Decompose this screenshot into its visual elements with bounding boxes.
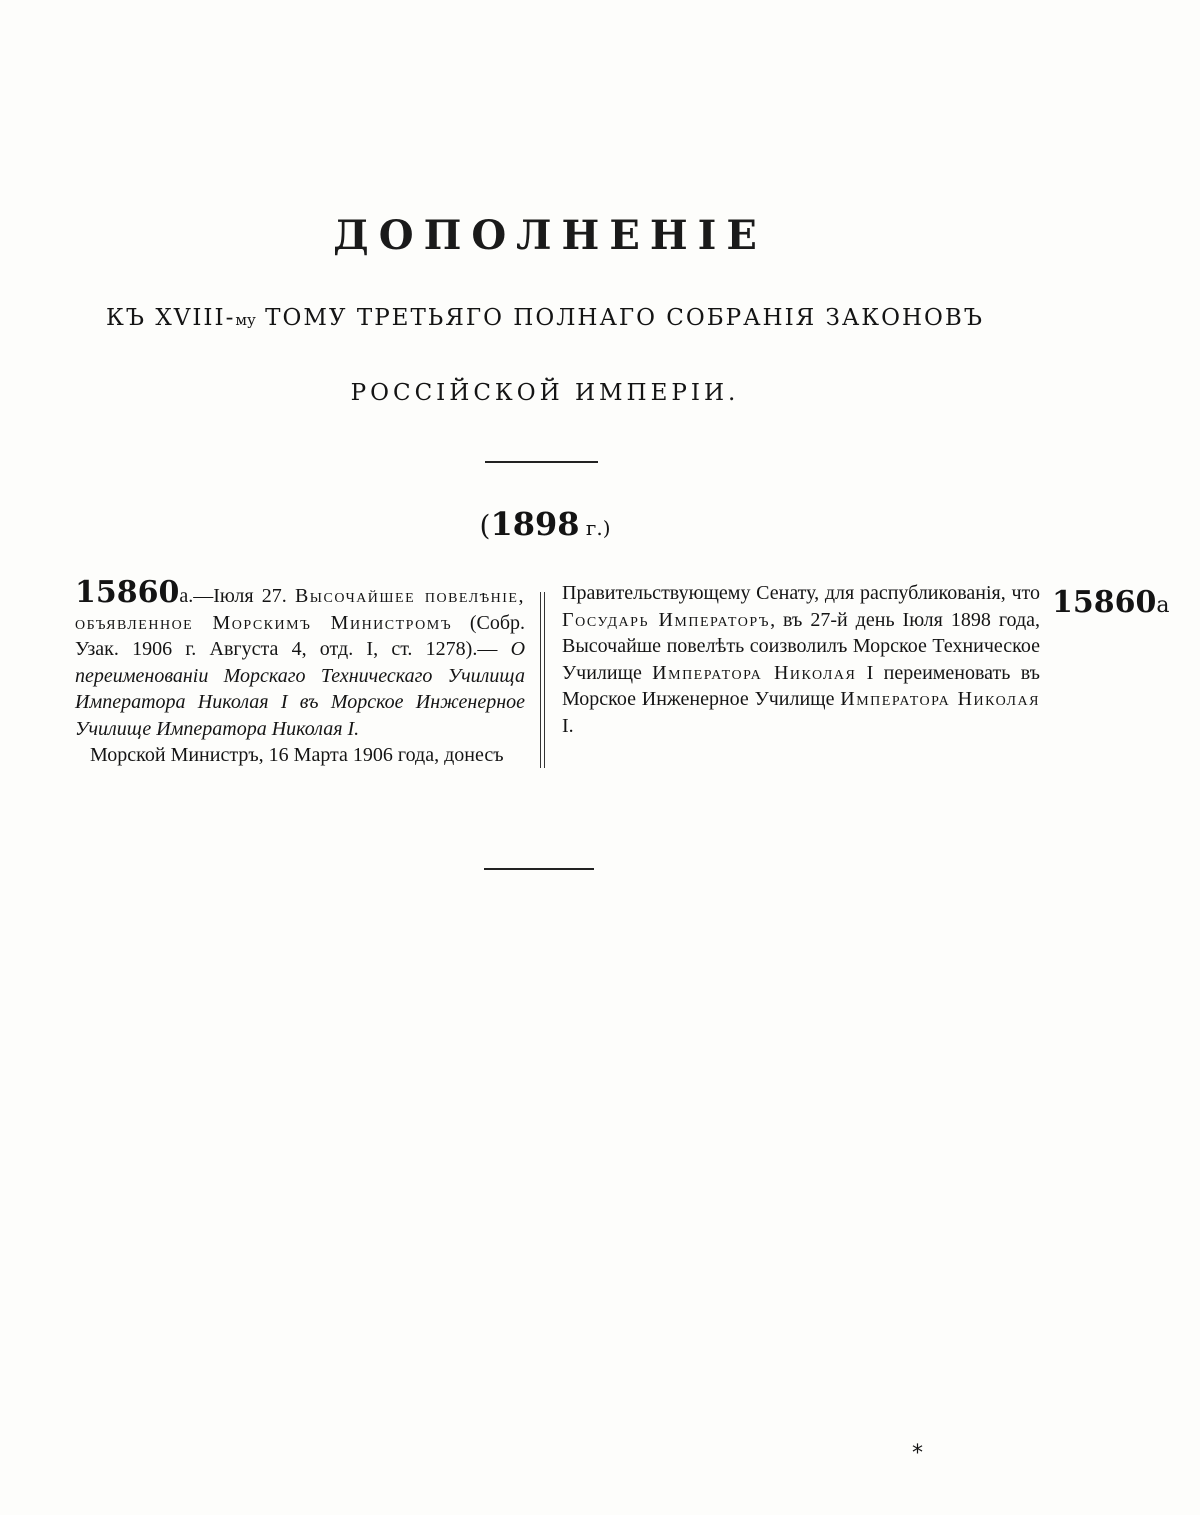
- footer-mark: *: [912, 1441, 923, 1466]
- document-subtitle-line2: РОССІЙСКОЙ ИМПЕРІИ.: [350, 380, 740, 406]
- year-number: 1898: [490, 505, 580, 543]
- body-right-emperor-1: Императора Николая: [652, 661, 857, 684]
- body-right-4: I.: [562, 714, 574, 737]
- body-right-1: Правительствующему Сенату, для распубликованія, что: [562, 582, 1040, 604]
- subtitle-prefix: КЪ XVIII-: [105, 305, 236, 331]
- top-divider-rule: [485, 461, 598, 463]
- article-type: Высочайшее повелѣніе, объявленное Морскимъ Министромъ: [75, 585, 525, 634]
- article-letter: а: [179, 585, 189, 607]
- margin-number: 15860: [1052, 585, 1157, 620]
- document-title: ДОПОЛНЕНІЕ: [333, 212, 767, 259]
- article-citation: (Собр. Узак. 1906 г. Августа 4, отд. I, ст. 1278).—: [75, 611, 525, 660]
- article-topic: О переименованіи Морскаго Техническаго Училища Императора Николая I въ Морское Инженерное Училище Императора Николая I.: [75, 638, 526, 740]
- bottom-divider-rule: [484, 868, 594, 870]
- year-unit: г.): [579, 516, 611, 540]
- left-column: [75, 575, 526, 769]
- subtitle-prefix-small: му: [235, 311, 256, 329]
- document-subtitle: [0, 305, 1090, 331]
- article-body-left: [75, 742, 525, 769]
- right-column: [562, 580, 1040, 739]
- margin-letter: а: [1156, 593, 1170, 618]
- column-divider: [540, 592, 545, 768]
- body-right-3: I переименовать въ Морское Инженерное Училище: [562, 661, 1040, 710]
- article-date: .—Іюля 27.: [188, 585, 295, 607]
- article-body-right: [562, 580, 1040, 739]
- year-heading: [0, 505, 1090, 543]
- body-right-sovereign: Государь Императоръ: [562, 608, 771, 631]
- body-right-2: , въ 27-й день Іюля 1898 года, Высочайше повелѣть соизволилъ Морское Техническое Училище: [562, 608, 1041, 684]
- body-right-emperor-2: Императора Николая: [840, 688, 1040, 710]
- subtitle-rest: ТОМУ ТРЕТЬЯГО ПОЛНАГО СОБРАНІЯ ЗАКОНОВЪ: [255, 305, 985, 331]
- article-heading: [75, 575, 526, 742]
- body-left-text: Морской Министръ, 16 Марта 1906 года, донесъ: [90, 744, 504, 766]
- article-number: 15860: [75, 575, 180, 610]
- margin-article-number: [1052, 585, 1170, 620]
- year-open: (: [479, 509, 491, 542]
